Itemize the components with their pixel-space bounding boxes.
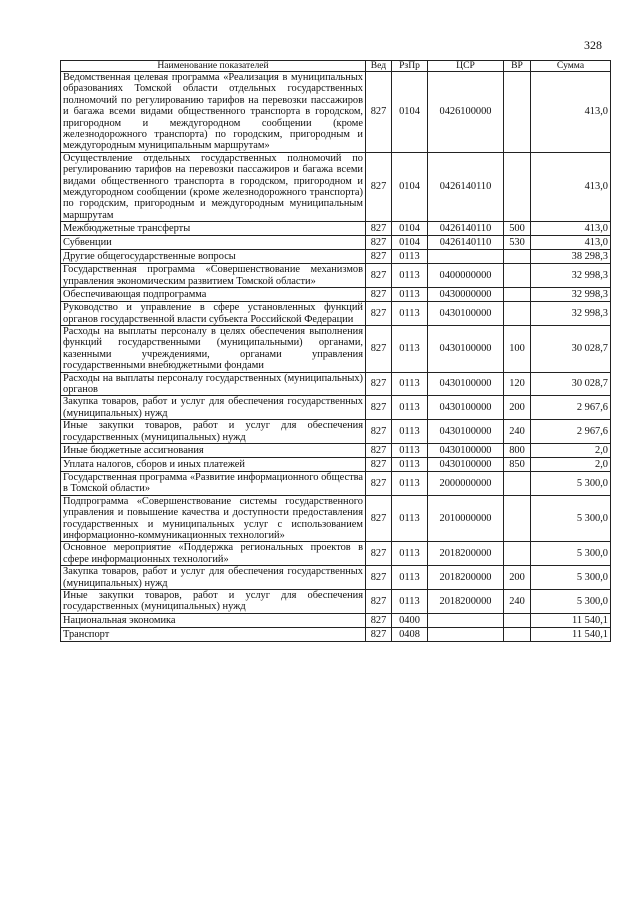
cell-ved: 827 xyxy=(366,250,392,264)
cell-ved: 827 xyxy=(366,471,392,495)
cell-vr: 120 xyxy=(504,372,531,396)
cell-sum: 5 300,0 xyxy=(531,590,611,614)
cell-ved: 827 xyxy=(366,264,392,288)
cell-rzpr: 0113 xyxy=(392,590,428,614)
cell-rzpr: 0104 xyxy=(392,72,428,153)
table-row xyxy=(61,250,611,264)
cell-csr: 2018200000 xyxy=(428,566,504,590)
cell-csr xyxy=(428,627,504,641)
cell-ved: 827 xyxy=(366,443,392,457)
cell-vr xyxy=(504,288,531,302)
cell-ved: 827 xyxy=(366,236,392,250)
cell-name: Субвенции xyxy=(61,236,366,250)
cell-sum: 413,0 xyxy=(531,222,611,236)
cell-name: Межбюджетные трансферты xyxy=(61,222,366,236)
table-row xyxy=(61,457,611,471)
cell-sum: 413,0 xyxy=(531,236,611,250)
cell-name: Ведомственная целевая программа «Реализация в муниципальных образованиях Томской области отдельных государственных полномочий по регулированию тарифов на перевозки пассажиров и багажа всеми видами общественного транспорта в городском, пригородном и междугородном сообщении (кроме железнодорожного транспорта) по городским, пригородным и междугородным муниципальным маршрутам» xyxy=(61,72,366,153)
cell-ved: 827 xyxy=(366,396,392,420)
cell-rzpr: 0113 xyxy=(392,288,428,302)
cell-sum: 5 300,0 xyxy=(531,495,611,542)
table-row xyxy=(61,627,611,641)
cell-csr: 0426140110 xyxy=(428,236,504,250)
cell-vr: 500 xyxy=(504,222,531,236)
cell-ved: 827 xyxy=(366,566,392,590)
cell-name: Государственная программа «Совершенствование механизмов управления экономическим развитием Томской области» xyxy=(61,264,366,288)
cell-csr: 0430100000 xyxy=(428,396,504,420)
cell-sum: 5 300,0 xyxy=(531,542,611,566)
cell-vr xyxy=(504,495,531,542)
cell-vr: 850 xyxy=(504,457,531,471)
table-header-row xyxy=(61,61,611,72)
cell-vr xyxy=(504,264,531,288)
cell-name: Основное мероприятие «Поддержка региональных проектов в сфере информационных технологий» xyxy=(61,542,366,566)
cell-csr: 2018200000 xyxy=(428,542,504,566)
cell-name: Национальная экономика xyxy=(61,613,366,627)
cell-name: Транспорт xyxy=(61,627,366,641)
cell-rzpr: 0113 xyxy=(392,325,428,372)
table-row xyxy=(61,72,611,153)
header-csr: ЦСР xyxy=(428,61,504,72)
cell-rzpr: 0104 xyxy=(392,152,428,221)
cell-csr: 2010000000 xyxy=(428,495,504,542)
table-row xyxy=(61,542,611,566)
table-row xyxy=(61,325,611,372)
cell-sum: 32 998,3 xyxy=(531,288,611,302)
cell-vr: 800 xyxy=(504,443,531,457)
cell-sum: 2,0 xyxy=(531,443,611,457)
cell-csr: 0426100000 xyxy=(428,72,504,153)
cell-vr: 530 xyxy=(504,236,531,250)
page-number: 328 xyxy=(584,38,602,52)
header-name: Наименование показателей xyxy=(61,61,366,72)
table-row xyxy=(61,288,611,302)
cell-name: Обеспечивающая подпрограмма xyxy=(61,288,366,302)
cell-ved: 827 xyxy=(366,495,392,542)
table-row xyxy=(61,471,611,495)
cell-rzpr: 0113 xyxy=(392,471,428,495)
cell-name: Иные закупки товаров, работ и услуг для обеспечения государственных (муниципальных) нужд xyxy=(61,420,366,444)
cell-csr: 2018200000 xyxy=(428,590,504,614)
cell-vr: 240 xyxy=(504,590,531,614)
cell-name: Руководство и управление в сфере установленных функций органов государственной власти субъекта Российской Федерации xyxy=(61,302,366,326)
cell-vr: 200 xyxy=(504,396,531,420)
cell-csr: 0430000000 xyxy=(428,288,504,302)
cell-sum: 38 298,3 xyxy=(531,250,611,264)
cell-csr: 0426140110 xyxy=(428,222,504,236)
cell-ved: 827 xyxy=(366,288,392,302)
cell-rzpr: 0104 xyxy=(392,236,428,250)
cell-rzpr: 0113 xyxy=(392,250,428,264)
cell-ved: 827 xyxy=(366,627,392,641)
cell-rzpr: 0113 xyxy=(392,264,428,288)
table-row xyxy=(61,420,611,444)
cell-vr: 100 xyxy=(504,325,531,372)
table-row xyxy=(61,372,611,396)
cell-ved: 827 xyxy=(366,72,392,153)
cell-rzpr: 0400 xyxy=(392,613,428,627)
cell-ved: 827 xyxy=(366,613,392,627)
cell-sum: 30 028,7 xyxy=(531,372,611,396)
cell-sum: 11 540,1 xyxy=(531,613,611,627)
cell-ved: 827 xyxy=(366,152,392,221)
table-row xyxy=(61,302,611,326)
cell-vr xyxy=(504,152,531,221)
cell-vr: 240 xyxy=(504,420,531,444)
cell-csr: 0426140110 xyxy=(428,152,504,221)
cell-csr: 0430100000 xyxy=(428,302,504,326)
table-row xyxy=(61,264,611,288)
cell-rzpr: 0113 xyxy=(392,372,428,396)
cell-ved: 827 xyxy=(366,325,392,372)
cell-sum: 5 300,0 xyxy=(531,471,611,495)
table-row xyxy=(61,152,611,221)
cell-csr xyxy=(428,250,504,264)
cell-name: Иные бюджетные ассигнования xyxy=(61,443,366,457)
cell-name: Другие общегосударственные вопросы xyxy=(61,250,366,264)
table-row xyxy=(61,613,611,627)
cell-name: Закупка товаров, работ и услуг для обеспечения государственных (муниципальных) нужд xyxy=(61,566,366,590)
table-row xyxy=(61,566,611,590)
cell-name: Подпрограмма «Совершенствование системы государственного управления и повышение качества и доступности предоставления государственных и муниципальных услуг с использованием информационно-коммуникационных технологий» xyxy=(61,495,366,542)
cell-csr: 0430100000 xyxy=(428,420,504,444)
cell-rzpr: 0113 xyxy=(392,302,428,326)
cell-name: Иные закупки товаров, работ и услуг для обеспечения государственных (муниципальных) нужд xyxy=(61,590,366,614)
table-row xyxy=(61,495,611,542)
cell-sum: 2 967,6 xyxy=(531,396,611,420)
cell-vr xyxy=(504,542,531,566)
cell-rzpr: 0113 xyxy=(392,443,428,457)
cell-vr xyxy=(504,613,531,627)
cell-csr: 0400000000 xyxy=(428,264,504,288)
cell-csr xyxy=(428,613,504,627)
cell-rzpr: 0113 xyxy=(392,495,428,542)
cell-vr xyxy=(504,250,531,264)
cell-sum: 32 998,3 xyxy=(531,302,611,326)
cell-csr: 0430100000 xyxy=(428,372,504,396)
cell-sum: 5 300,0 xyxy=(531,566,611,590)
cell-vr xyxy=(504,471,531,495)
cell-csr: 0430100000 xyxy=(428,325,504,372)
cell-sum: 2 967,6 xyxy=(531,420,611,444)
cell-csr: 0430100000 xyxy=(428,443,504,457)
cell-name: Расходы на выплаты персоналу государственных (муниципальных) органов xyxy=(61,372,366,396)
header-ved: Вед xyxy=(366,61,392,72)
header-sum: Сумма xyxy=(531,61,611,72)
cell-name: Уплата налогов, сборов и иных платежей xyxy=(61,457,366,471)
cell-ved: 827 xyxy=(366,457,392,471)
cell-vr: 200 xyxy=(504,566,531,590)
cell-rzpr: 0113 xyxy=(392,457,428,471)
budget-table xyxy=(60,60,611,642)
cell-ved: 827 xyxy=(366,420,392,444)
cell-sum: 32 998,3 xyxy=(531,264,611,288)
table-row xyxy=(61,396,611,420)
table-row xyxy=(61,222,611,236)
cell-sum: 11 540,1 xyxy=(531,627,611,641)
cell-csr: 0430100000 xyxy=(428,457,504,471)
cell-csr: 2000000000 xyxy=(428,471,504,495)
cell-sum: 413,0 xyxy=(531,152,611,221)
cell-sum: 30 028,7 xyxy=(531,325,611,372)
table-row xyxy=(61,590,611,614)
cell-rzpr: 0113 xyxy=(392,420,428,444)
header-rzpr: РзПр xyxy=(392,61,428,72)
cell-sum: 413,0 xyxy=(531,72,611,153)
cell-rzpr: 0113 xyxy=(392,566,428,590)
cell-ved: 827 xyxy=(366,372,392,396)
cell-ved: 827 xyxy=(366,302,392,326)
cell-ved: 827 xyxy=(366,222,392,236)
table-body xyxy=(61,72,611,642)
cell-ved: 827 xyxy=(366,590,392,614)
cell-vr xyxy=(504,302,531,326)
cell-name: Расходы на выплаты персоналу в целях обеспечения выполнения функций государственными (муниципальными) органами, казенными учреждениями, органами управления государственными внебюджетными фондами xyxy=(61,325,366,372)
table-row xyxy=(61,443,611,457)
cell-rzpr: 0104 xyxy=(392,222,428,236)
header-vr: ВР xyxy=(504,61,531,72)
table-row xyxy=(61,236,611,250)
cell-rzpr: 0408 xyxy=(392,627,428,641)
cell-ved: 827 xyxy=(366,542,392,566)
cell-rzpr: 0113 xyxy=(392,396,428,420)
cell-sum: 2,0 xyxy=(531,457,611,471)
cell-vr xyxy=(504,627,531,641)
cell-vr xyxy=(504,72,531,153)
cell-rzpr: 0113 xyxy=(392,542,428,566)
cell-name: Осуществление отдельных государственных полномочий по регулированию тарифов на перевозки пассажиров и багажа всеми видами общественного транспорта в городском, пригородном и междугородном сообщении (кроме железнодорожного транспорта) по городским, пригородным и междугородным муниципальным маршрутам xyxy=(61,152,366,221)
cell-name: Закупка товаров, работ и услуг для обеспечения государственных (муниципальных) нужд xyxy=(61,396,366,420)
cell-name: Государственная программа «Развитие информационного общества в Томской области» xyxy=(61,471,366,495)
